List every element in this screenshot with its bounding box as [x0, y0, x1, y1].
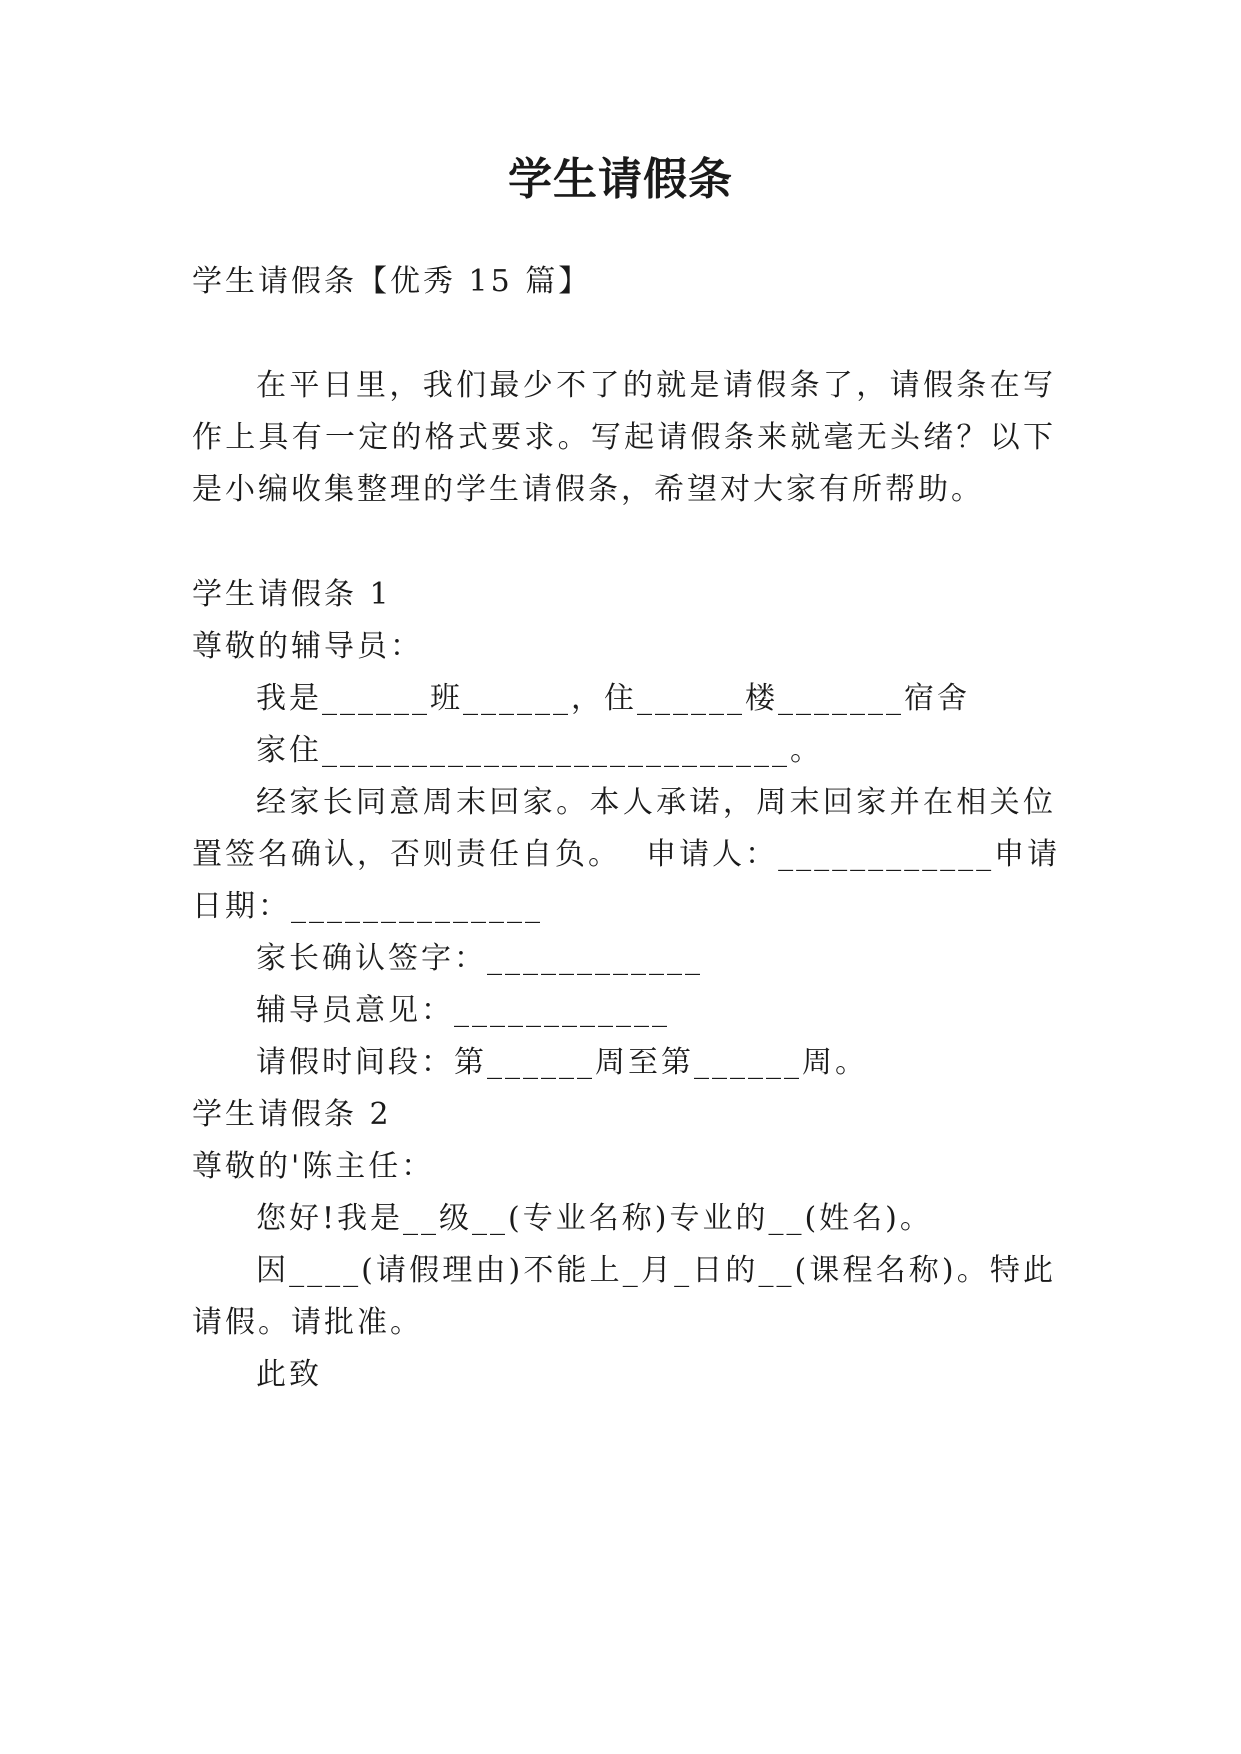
page-title: 学生请假条 — [508, 154, 733, 205]
note2-salutation: 尊敬的'陈主任： — [192, 1149, 435, 1184]
note2-para-line-2: 请假。请批准。 — [192, 1305, 423, 1340]
note1-salutation: 尊敬的辅导员： — [192, 629, 423, 664]
note1-period: 请假时间段：第______周至第______周。 — [256, 1045, 868, 1080]
note1-home-line: 家住__________________________。 — [256, 733, 823, 768]
note1-para-line-2: 置签名确认，否则责任自负。 申请人：____________申请 — [192, 837, 1061, 872]
intro-line-3: 是小编收集整理的学生请假条，希望对大家有所帮助。 — [192, 472, 984, 507]
document-subtitle: 学生请假条【优秀 15 篇】 — [192, 264, 592, 299]
intro-line-2: 作上具有一定的格式要求。写起请假条来就毫无头绪？以下 — [192, 420, 1056, 455]
note1-parent-sign: 家长确认签字：____________ — [256, 941, 703, 976]
note2-heading: 学生请假条 2 — [192, 1097, 392, 1132]
intro-line-1: 在平日里，我们最少不了的就是请假条了，请假条在写 — [256, 368, 1056, 403]
note2-closing: 此致 — [256, 1357, 322, 1392]
note2-para-line-1: 因____(请假理由)不能上_月_日的__(课程名称)。特此 — [256, 1253, 1056, 1288]
note1-para-line-1: 经家长同意周末回家。本人承诺，周末回家并在相关位 — [256, 785, 1056, 820]
note1-heading: 学生请假条 1 — [192, 577, 392, 612]
note1-class-line: 我是______班______，住______楼_______宿舍 — [256, 681, 970, 716]
note2-greeting: 您好!我是__级__(专业名称)专业的__(姓名)。 — [256, 1201, 933, 1236]
note1-counselor-opinion: 辅导员意见：____________ — [256, 993, 670, 1028]
note1-para-line-3: 日期：______________ — [192, 889, 543, 924]
